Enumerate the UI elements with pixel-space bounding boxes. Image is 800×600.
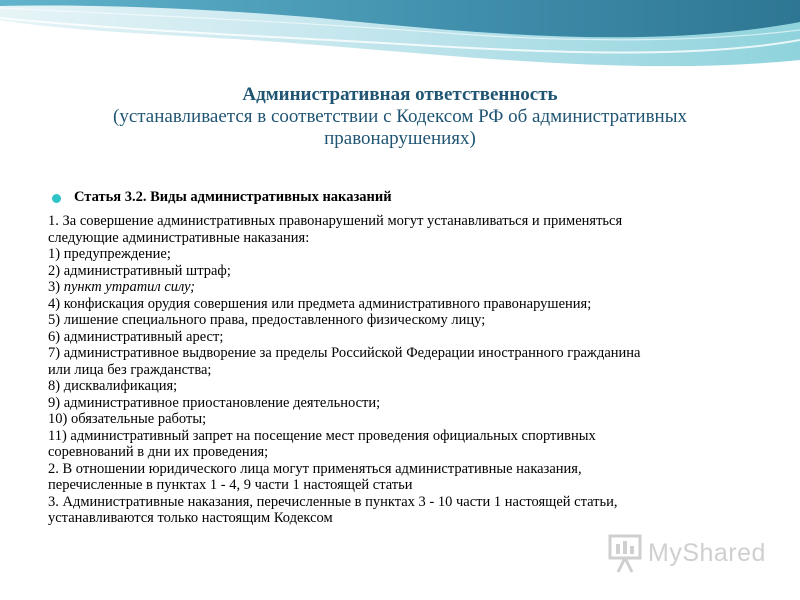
title-subtitle-line2: правонарушениях) (324, 128, 476, 149)
body-line: 10) обязательные работы; (48, 411, 207, 427)
body-line: 2) административный штраф; (48, 262, 231, 279)
bullet-dot-icon (52, 194, 61, 203)
body-line: 2. В отношении юридического лица могут применяться административные наказания, (48, 460, 582, 477)
article-heading-row (52, 189, 752, 209)
article-body (48, 213, 748, 527)
body-line: 1. За совершение административных правонарушений могут устанавливаться и применяться (48, 213, 623, 229)
body-line: соревнований в дни их проведения; (48, 444, 269, 460)
presentation-board-icon (606, 532, 646, 576)
body-line: 7) административное выдворение за пределы Российской Федерации иностранного гражданина (48, 345, 641, 361)
body-line-item3 (48, 279, 748, 296)
body-line: 9) административное приостановление деятельности; (48, 394, 381, 411)
logo-text: MyShared (648, 539, 766, 567)
title-subtitle-line1: (устанавливается в соответствии с Кодексом РФ об административных (113, 106, 687, 127)
body-line: 8) дисквалификация; (48, 378, 178, 394)
slide-title (40, 84, 760, 150)
body-line: 3. Административные наказания, перечисленные в пунктах 3 - 10 части 1 настоящей статьи, (48, 493, 618, 510)
body-line: 5) лишение специального права, предоставленного физическому лицу; (48, 312, 486, 328)
article-heading: Статья 3.2. Виды административных наказаний (74, 189, 392, 205)
body-line: перечисленные в пунктах 1 - 4, 9 части 1 настоящей статьи (48, 477, 413, 493)
body-line: следующие административные наказания: (48, 229, 310, 246)
title-main: Административная ответственность (242, 84, 558, 105)
myshared-logo (606, 530, 776, 578)
item3-prefix: 3) (48, 279, 64, 295)
body-line: устанавливаются только настоящим Кодексом (48, 510, 333, 526)
body-line: 11) административный запрет на посещение мест проведения официальных спортивных (48, 427, 596, 444)
body-line: 6) административный арест; (48, 328, 224, 345)
item3-repealed-text: пункт утратил силу; (63, 279, 195, 295)
body-line: 4) конфискация орудия совершения или предмета административного правонарушения; (48, 295, 592, 312)
body-line: 1) предупреждение; (48, 246, 171, 262)
header-wave-decoration (0, 0, 800, 80)
body-line: или лица без гражданства; (48, 361, 212, 378)
